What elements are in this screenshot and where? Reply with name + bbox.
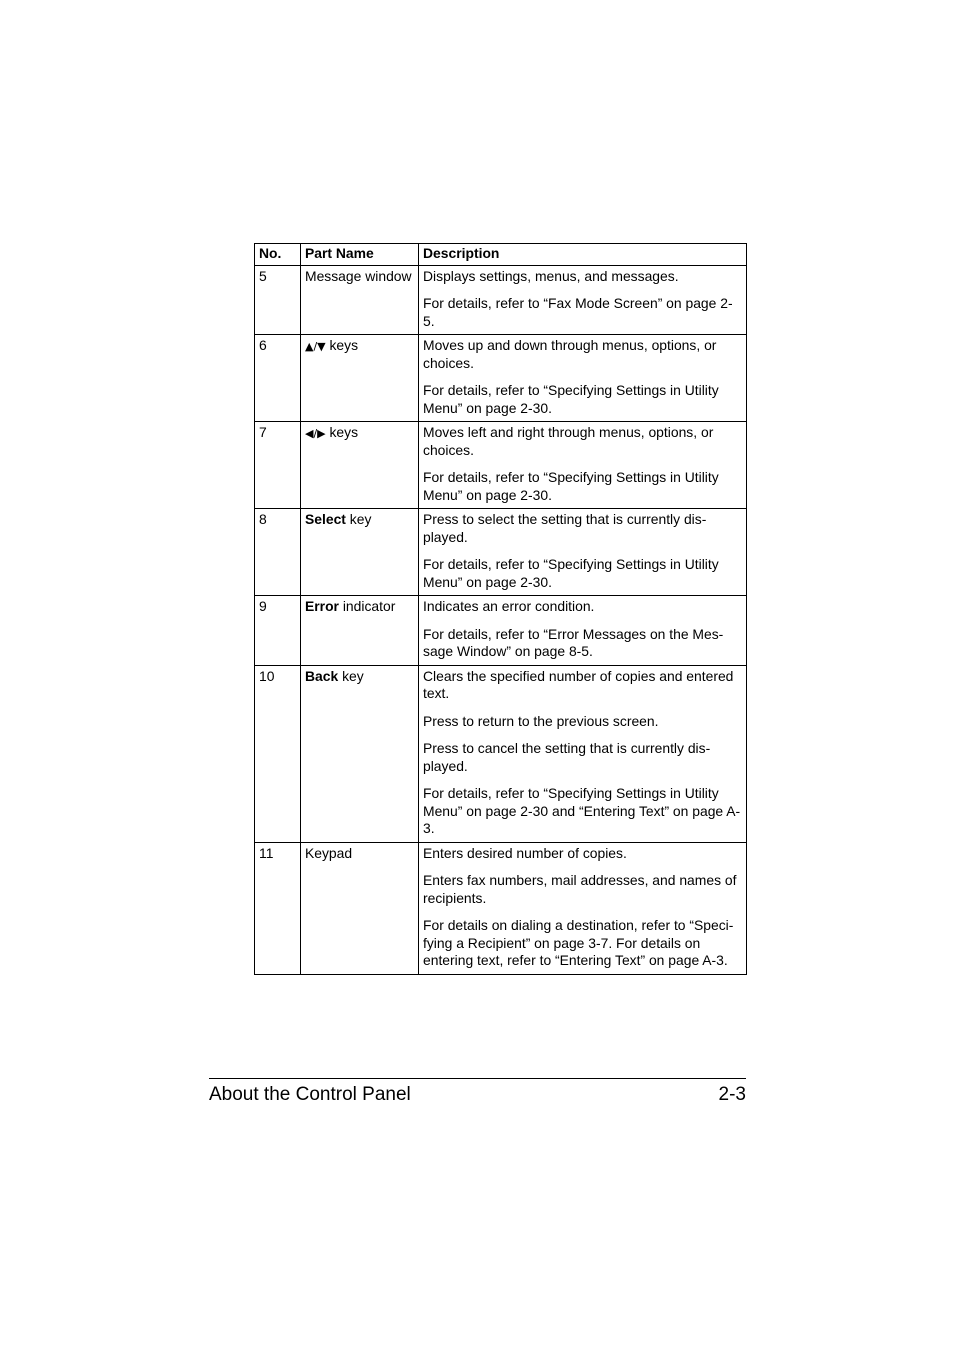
left-right-arrow-icon: ◀/▶	[305, 427, 326, 440]
table-row	[255, 842, 747, 974]
description-paragraph: Clears the specified number of copies and entered text.	[423, 667, 734, 701]
part-description	[419, 509, 747, 596]
row-number: 10	[255, 665, 301, 842]
row-number: 11	[255, 842, 301, 974]
description-paragraph: Press to cancel the setting that is currently dis-played.	[423, 740, 711, 774]
description-paragraph: Press to select the setting that is currently dis-played.	[423, 511, 707, 545]
description-paragraph: For details, refer to “Specifying Settings in Utility Menu” on page 2-30 and “Entering Text” on page A-3.	[423, 785, 741, 836]
table-header-row	[255, 244, 747, 266]
part-name-text: key	[345, 511, 372, 527]
description-paragraph: Press to return to the previous screen.	[423, 712, 659, 729]
table-row	[255, 265, 747, 335]
page-footer	[209, 1078, 746, 1106]
page-number: 2-3	[718, 1084, 746, 1105]
part-description	[419, 335, 747, 422]
description-paragraph: Enters fax numbers, mail addresses, and names of recipients.	[423, 872, 737, 906]
row-number: 6	[255, 335, 301, 422]
part-name-text: keys	[325, 424, 359, 440]
description-paragraph: Moves up and down through menus, options, or choices.	[423, 337, 717, 371]
table-row	[255, 665, 747, 842]
table-row	[255, 596, 747, 666]
part-name-text: Keypad	[305, 844, 353, 861]
part-name	[301, 335, 419, 422]
part-name-bold: Error	[305, 598, 339, 614]
description-paragraph: Indicates an error condition.	[423, 598, 595, 614]
part-name	[301, 665, 419, 842]
part-description	[419, 422, 747, 509]
description-paragraph: For details on dialing a destination, refer to “Speci-fying a Recipient” on page 3-7. For details on entering text, refer to “Entering Text” on page A-3.	[423, 917, 734, 968]
part-description	[419, 596, 747, 666]
description-paragraph: Displays settings, menus, and messages.	[423, 267, 679, 284]
part-name	[301, 596, 419, 666]
description-paragraph: For details, refer to “Specifying Settings in Utility Menu” on page 2-30.	[423, 469, 719, 503]
part-name-text: key	[338, 667, 364, 684]
part-name	[301, 842, 419, 974]
description-paragraph: For details, refer to “Error Messages on the Mes-sage Window” on page 8-5.	[423, 625, 724, 659]
part-name-text: Message window	[305, 267, 412, 284]
header-part-name: Part Name	[301, 244, 419, 266]
table-row	[255, 509, 747, 596]
up-down-arrow-icon: ▲/▼	[305, 340, 326, 353]
row-number: 8	[255, 509, 301, 596]
part-name-text: indicator	[338, 598, 396, 614]
description-paragraph: For details, refer to “Fax Mode Screen” on page 2-5.	[423, 295, 733, 329]
row-number: 9	[255, 596, 301, 666]
description-paragraph: Enters desired number of copies.	[423, 844, 627, 861]
part-name-text: keys	[325, 337, 359, 353]
part-name	[301, 265, 419, 335]
part-name-bold: Select	[305, 511, 346, 527]
part-name	[301, 509, 419, 596]
footer-section-title: About the Control Panel	[209, 1084, 411, 1105]
table-row	[255, 422, 747, 509]
part-name	[301, 422, 419, 509]
part-description	[419, 665, 747, 842]
part-name-bold: Back	[305, 667, 339, 684]
header-description: Description	[419, 244, 747, 266]
description-paragraph: For details, refer to “Specifying Settings in Utility Menu” on page 2-30.	[423, 382, 719, 416]
row-number: 7	[255, 422, 301, 509]
row-number: 5	[255, 265, 301, 335]
part-description	[419, 265, 747, 335]
description-paragraph: Moves left and right through menus, options, or choices.	[423, 424, 714, 458]
parts-table	[254, 243, 747, 975]
description-paragraph: For details, refer to “Specifying Settings in Utility Menu” on page 2-30.	[423, 556, 719, 590]
table-row	[255, 335, 747, 422]
part-description	[419, 842, 747, 974]
header-no: No.	[255, 244, 301, 266]
